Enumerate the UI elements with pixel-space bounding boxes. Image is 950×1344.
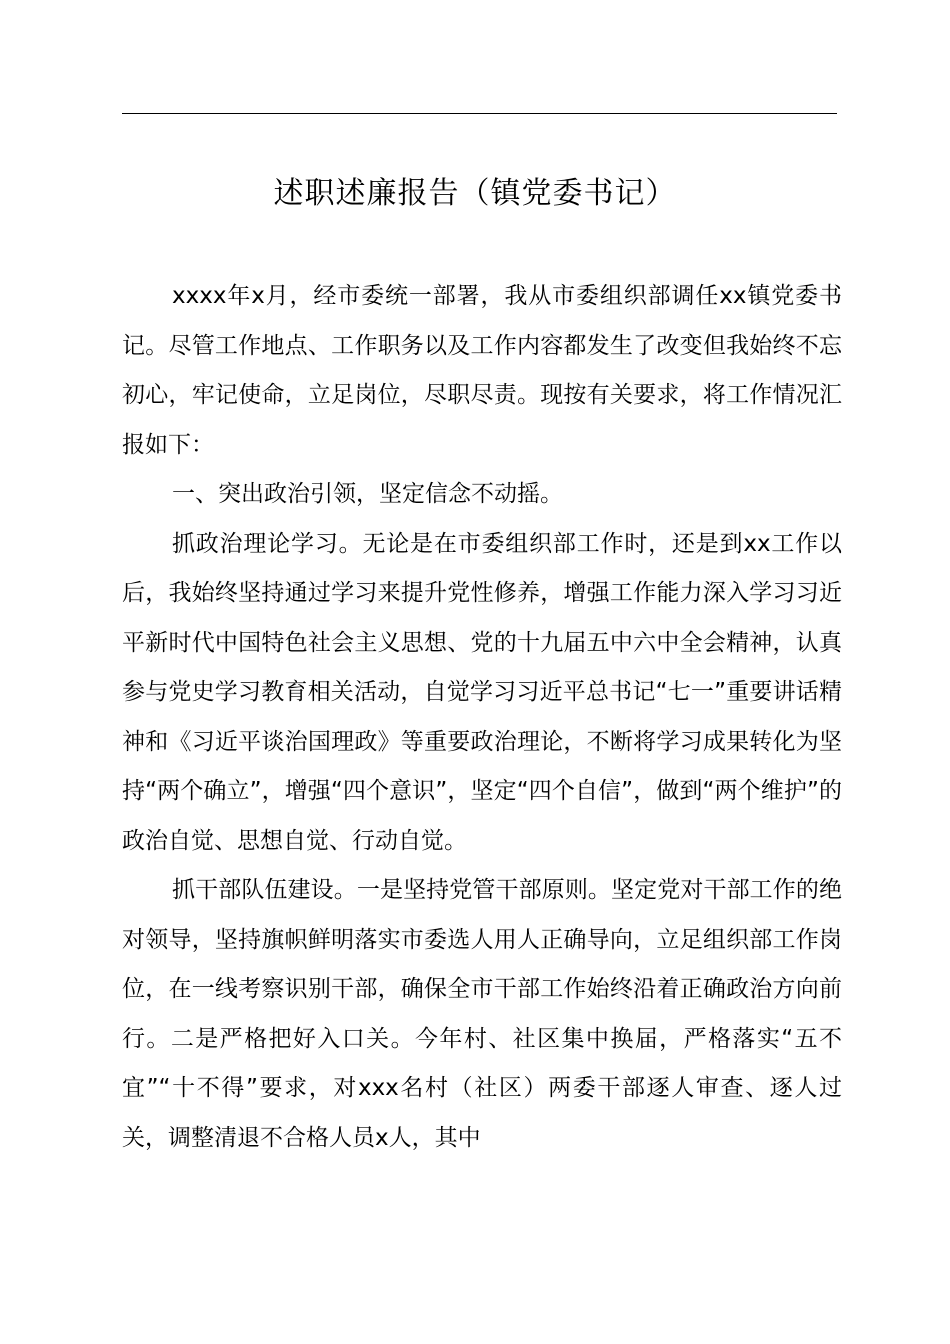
header-rule	[122, 113, 837, 114]
political-study-paragraph: 抓政治理论学习。无论是在市委组织部工作时，还是到xx工作以后，我始终坚持通过学习来提升党性修养，增强工作能力深入学习习近平新时代中国特色社会主义思想、党的十九届五中六中全会精神，认真参与党史学习教育相关活动，自觉学习习近平总书记“七一”重要讲话精神和《习近平谈治国理政》等重要政治理论，不断将学习成果转化为坚持“两个确立”，增强“四个意识”，坚定“四个自信”，做到“两个维护”的政治自觉、思想自觉、行动自觉。	[122, 530, 842, 854]
document-title: 述职述廉报告（镇党委书记）	[273, 176, 677, 211]
cadre-building-paragraph: 抓干部队伍建设。一是坚持党管干部原则。坚定党对干部工作的绝对领导，坚持旗帜鲜明落实市委选人用人正确导向，立足组织部工作岗位，在一线考察识别干部，确保全市干部工作始终沿着正确政治方向前行。二是严格把好入口关。今年村、社区集中换届，严格落实“五不宜”“十不得”要求，对xxx名村（社区）两委干部逐人审查、逐人过关，调整清退不合格人员x人，其中	[122, 877, 842, 1151]
section-heading-1: 一、突出政治引领，坚定信念不动摇。	[172, 481, 563, 507]
intro-paragraph: xxxx年x月，经市委统一部署，我从市委组织部调任xx镇党委书记。尽管工作地点、工作职务以及工作内容都发生了改变但我始终不忘初心，牢记使命，立足岗位，尽职尽责。现按有关要求，将工作情况汇报如下：	[122, 283, 842, 458]
document-body	[122, 272, 842, 1163]
